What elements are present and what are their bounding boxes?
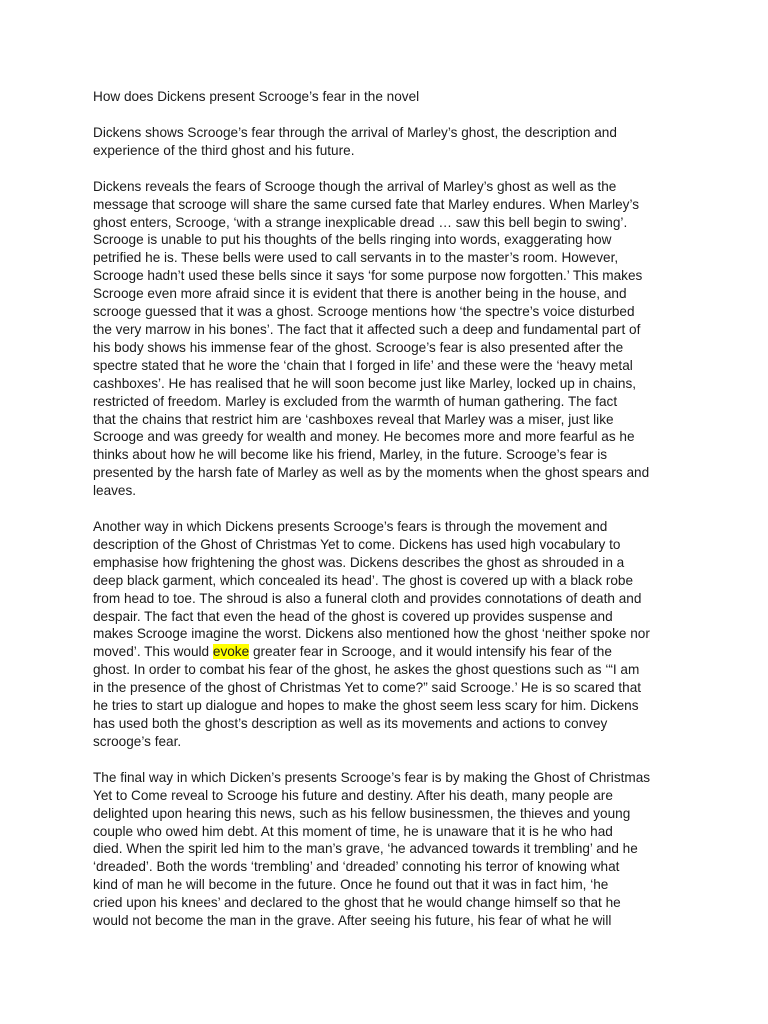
text-line: his body shows his immense fear of the ghost. Scrooge’s fear is also presented after the <box>93 339 624 355</box>
text-line: message that scrooge will share the same cursed fate that Marley endures. When Marley’s <box>93 196 640 212</box>
text-line: the very marrow in his bones’. The fact that it affected such a deep and fundamental part of <box>93 321 641 337</box>
text-line: The final way in which Dicken’s presents Scrooge’s fear is by making the Ghost of Christmas <box>93 769 651 785</box>
text-line: despair. The fact that even the head of the ghost is covered up provides suspense and <box>93 608 613 624</box>
text-after-highlight: greater fear in Scrooge, and it would intensify his fear of the <box>249 644 612 660</box>
text-line: experience of the third ghost and his future. <box>93 142 355 158</box>
document-body <box>93 124 683 930</box>
text-line: delighted upon hearing this news, such as his fellow businessmen, the thieves and young <box>93 805 631 821</box>
text-line: makes Scrooge imagine the worst. Dickens also mentioned how the ghost ‘neither spoke nor <box>93 626 650 642</box>
paragraph <box>93 769 683 930</box>
text-line: Scrooge even more afraid since it is evident that there is another being in the house, and <box>93 286 627 302</box>
text-line: ghost enters, Scrooge, ‘with a strange inexplicable dread … saw this bell begin to swing’. <box>93 214 628 230</box>
text-line: scrooge guessed that it was a ghost. Scrooge mentions how ‘the spectre’s voice disturbed <box>93 304 635 320</box>
text-line: Scrooge and was greedy for wealth and money. He becomes more and more fearful as he <box>93 429 635 445</box>
text-line: Dickens reveals the fears of Scrooge though the arrival of Marley’s ghost as well as the <box>93 178 617 194</box>
highlighted-word: evoke <box>212 644 250 660</box>
text-line: Another way in which Dickens presents Scrooge’s fears is through the movement and <box>93 519 608 535</box>
text-line: scrooge’s fear. <box>93 733 182 749</box>
document-title: How does Dickens present Scrooge’s fear in the novel <box>93 89 420 104</box>
text-line: spectre stated that he wore the ‘chain that I forged in life’ and these were the ‘heavy metal <box>93 357 633 373</box>
text-line: Scrooge hadn’t used these bells since it says ‘for some purpose now forgotten.’ This makes <box>93 268 643 284</box>
text-line: kind of man he will become in the future. Once he found out that it was in fact him, ‘he <box>93 877 609 893</box>
text-line: petrified he is. These bells were used to call servants in to the master’s room. However, <box>93 250 619 266</box>
text-line: presented by the harsh fate of Marley as well as by the moments when the ghost spears and <box>93 465 650 481</box>
text-line: deep black garment, which concealed its head’. The ghost is covered up with a black robe <box>93 572 634 588</box>
text-line: in the presence of the ghost of Christmas Yet to come?” said Scrooge.’ He is so scared that <box>93 680 642 696</box>
text-line: died. When the spirit led him to the man’s grave, ‘he advanced towards it trembling’ and he <box>93 841 638 857</box>
paragraph <box>93 124 683 160</box>
text-line: ‘dreaded’. Both the words ‘trembling’ and ‘dreaded’ connoting his terror of knowing what <box>93 859 620 875</box>
text-line: Dickens shows Scrooge’s fear through the arrival of Marley’s ghost, the description and <box>93 124 617 140</box>
paragraph <box>93 518 683 751</box>
paragraph <box>93 178 683 500</box>
text-line: Yet to Come reveal to Scrooge his future and destiny. After his death, many people are <box>93 787 613 803</box>
text-line: that the chains that restrict him are ‘cashboxes reveal that Marley was a miser, just like <box>93 411 614 427</box>
text-line-highlighted <box>93 643 683 661</box>
text-before-highlight: moved’. This would <box>93 644 213 660</box>
text-line: has used both the ghost’s description as well as its movements and actions to convey <box>93 716 608 731</box>
text-line: leaves. <box>93 483 137 499</box>
text-line: thinks about how he will become like his friend, Marley, in the future. Scrooge’s fear is <box>93 447 608 463</box>
text-line: cried upon his knees’ and declared to the ghost that he would change himself so that he <box>93 895 621 911</box>
text-line: restricted of freedom. Marley is excluded from the warmth of human gathering. The fact <box>93 393 618 409</box>
text-line: emphasise how frightening the ghost was. Dickens describes the ghost as shrouded in a <box>93 554 625 570</box>
text-line: would not become the man in the grave. After seeing his future, his fear of what he will <box>93 913 612 929</box>
text-line: couple who owed him debt. At this moment of time, he is unaware that it is he who had <box>93 823 613 839</box>
text-line: description of the Ghost of Christmas Yet to come. Dickens has used high vocabulary to <box>93 536 621 552</box>
document-page <box>93 88 683 948</box>
text-line: from head to toe. The shroud is also a funeral cloth and provides connotations of death and <box>93 590 642 606</box>
text-line: cashboxes’. He has realised that he will soon become just like Marley, locked up in chains, <box>93 375 637 391</box>
text-line: ghost. In order to combat his fear of the ghost, he askes the ghost questions such as ‘“I am <box>93 662 640 678</box>
text-line: he tries to start up dialogue and hopes to make the ghost seem less scary for him. Dickens <box>93 698 639 714</box>
text-line: Scrooge is unable to put his thoughts of the bells ringing into words, exaggerating how <box>93 232 612 248</box>
